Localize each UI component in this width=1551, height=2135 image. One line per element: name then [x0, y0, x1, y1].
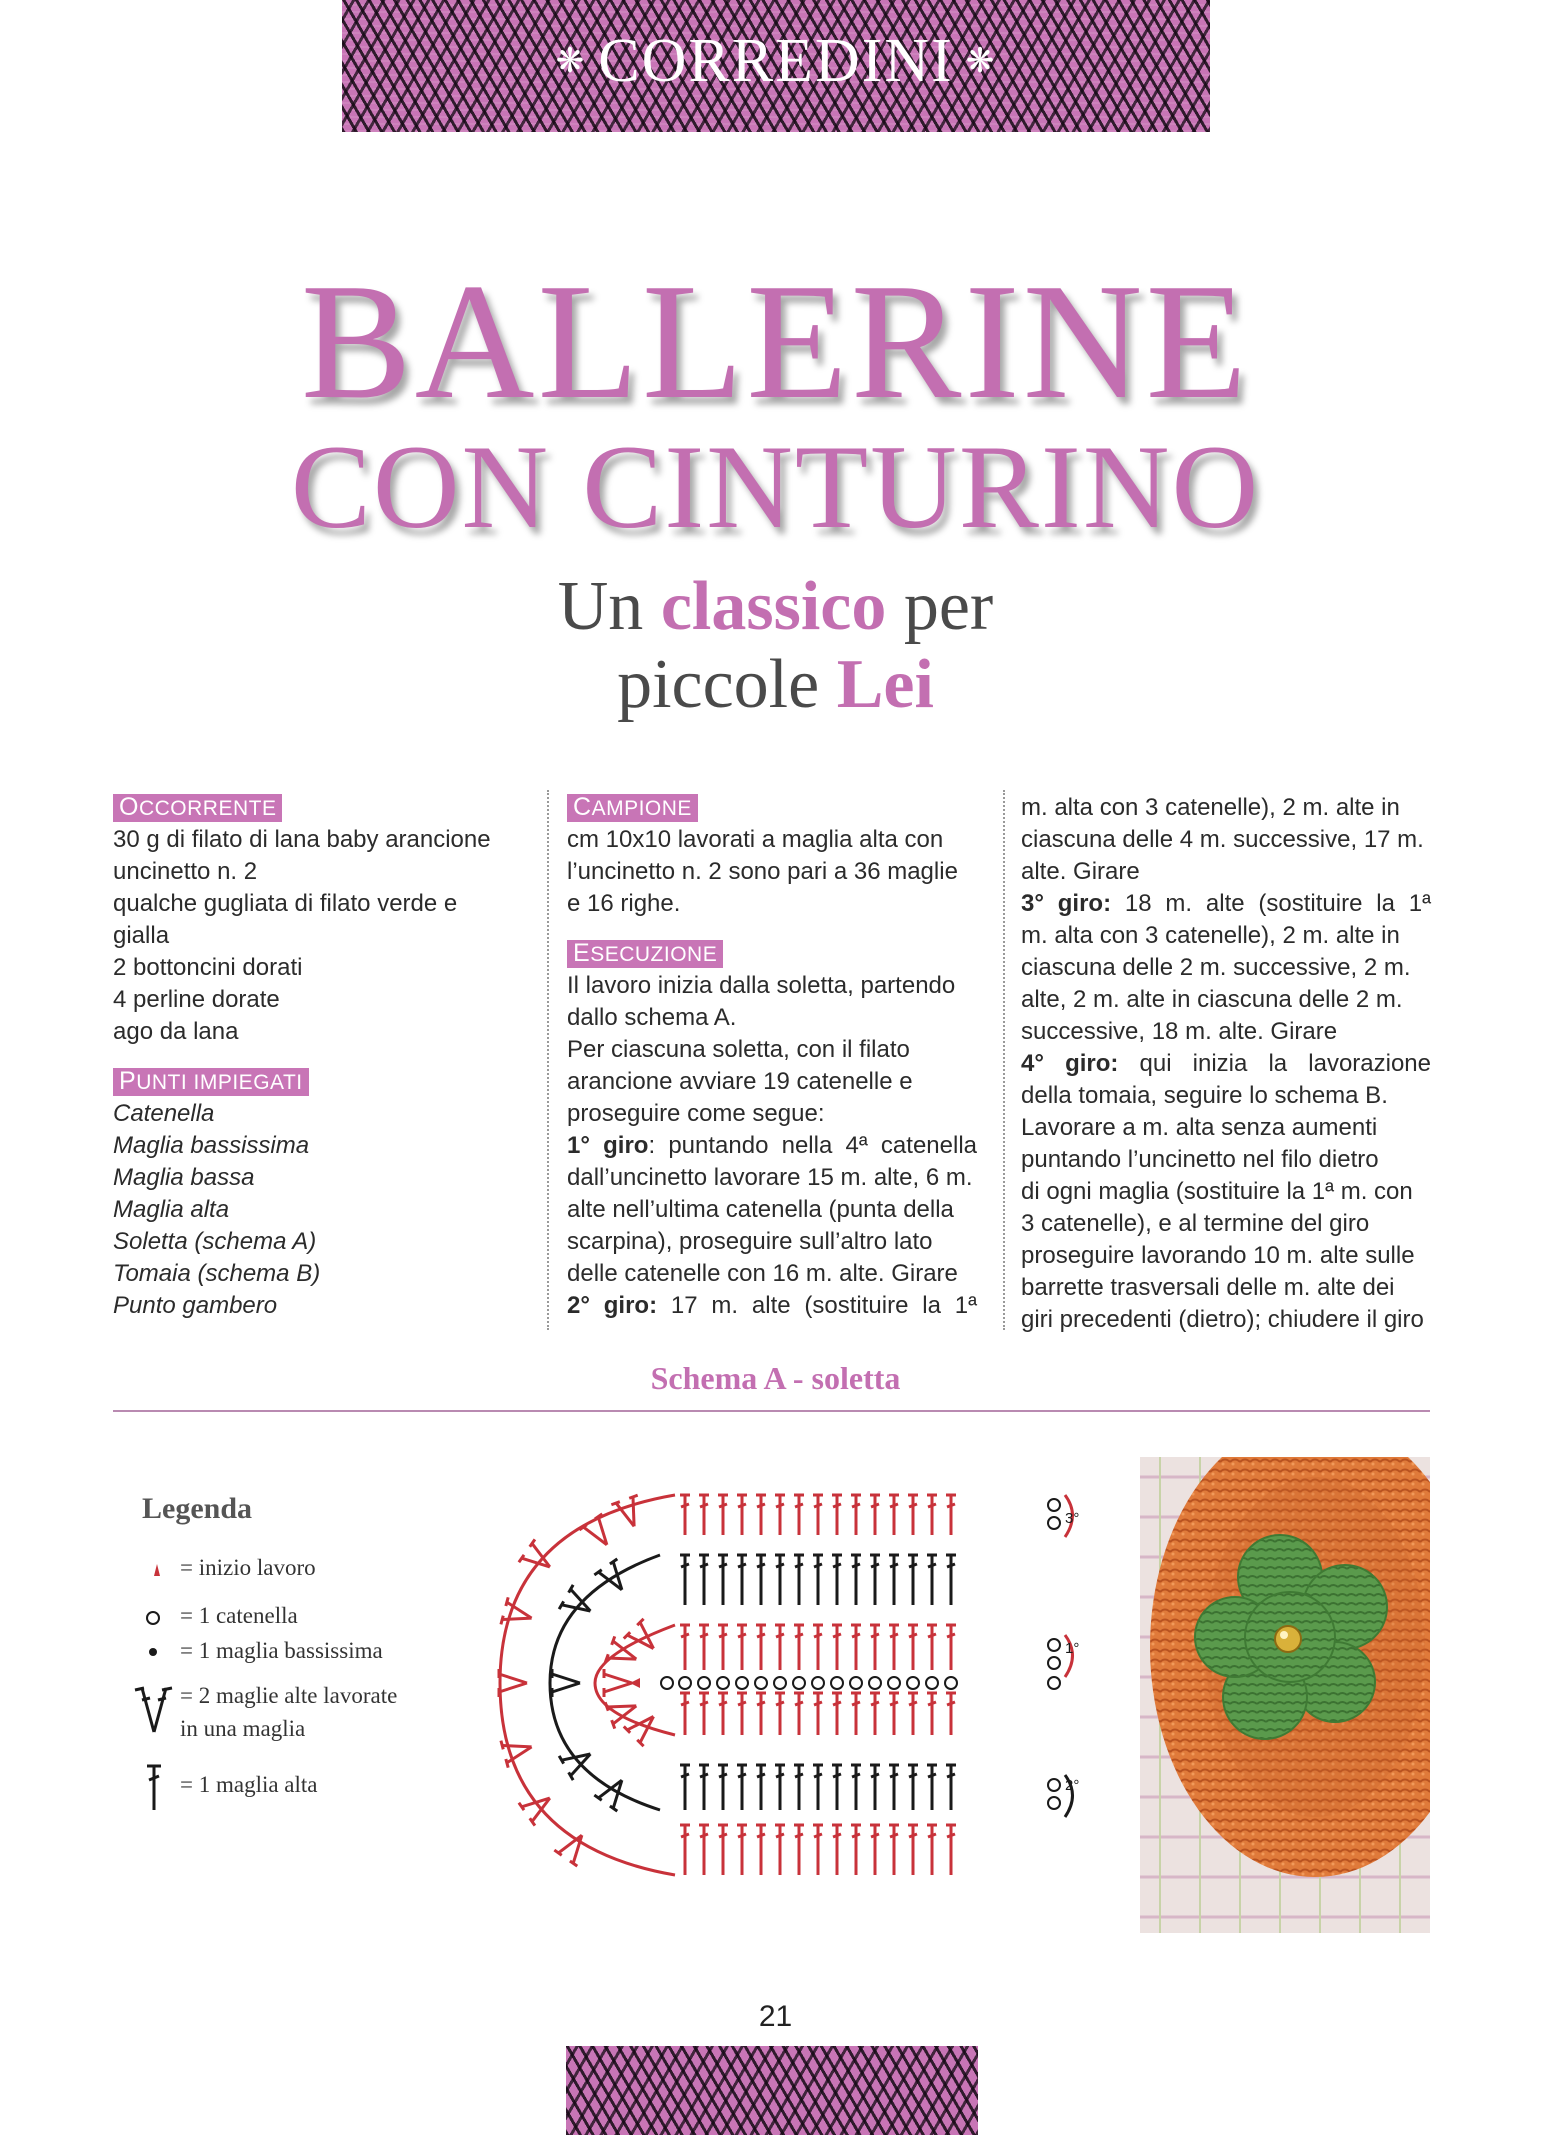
double-treble-stitch	[611, 1495, 647, 1531]
chain-stitch	[926, 1677, 938, 1689]
text-line: Maglia alta	[113, 1196, 230, 1223]
text-line: Lavorare a m. alta senza aumenti	[1021, 1114, 1378, 1141]
chain-icon	[147, 1612, 159, 1624]
treble-stitch	[680, 1625, 690, 1670]
legend-double-treble-2: in una maglia	[180, 1716, 306, 1741]
text-line: Maglia bassissima	[113, 1132, 310, 1159]
round-label-2: 2°	[1065, 1777, 1080, 1794]
treble-stitch	[908, 1693, 918, 1735]
chain-stitch	[698, 1677, 710, 1689]
text-line: alte. Girare	[1021, 858, 1140, 885]
text-line: delle catenelle con 16 m. alte. Girare	[567, 1260, 958, 1287]
treble-stitch	[851, 1625, 861, 1670]
treble-stitch	[927, 1765, 937, 1810]
treble-stitch	[832, 1495, 842, 1535]
chain-stitch	[1048, 1639, 1060, 1651]
round-text: 18 m. alte (sostituire la 1ª	[1111, 890, 1432, 917]
text-line: ciascuna delle 4 m. successive, 17 m.	[1021, 826, 1424, 853]
treble-stitch	[794, 1495, 804, 1535]
treble-stitch	[851, 1495, 861, 1535]
treble-stitch	[699, 1765, 709, 1810]
double-treble-stitch	[499, 1669, 527, 1697]
start-marker-icon	[154, 1564, 160, 1576]
text-line: giri precedenti (dietro); chiudere il giro	[1021, 1306, 1424, 1333]
treble-stitch	[889, 1625, 899, 1670]
chain-stitch	[755, 1677, 767, 1689]
text-line: m. alta con 3 catenelle), 2 m. alte in	[1021, 794, 1400, 821]
flower-icon: ❋	[555, 42, 587, 80]
treble-stitch	[908, 1825, 918, 1875]
subtitle-line1	[0, 568, 1551, 645]
column-instructions-cont	[1021, 792, 1431, 1336]
treble-stitch	[946, 1625, 956, 1670]
text-line: proseguire lavorando 10 m. alte sulle	[1021, 1242, 1415, 1269]
round-4-text	[1021, 1080, 1431, 1336]
text-line: Per ciascuna soletta, con il filato	[567, 1036, 910, 1063]
column-divider	[547, 790, 549, 1330]
text-line: 30 g di filato di lana baby arancione	[113, 826, 491, 853]
text-line: Maglia bassa	[113, 1164, 255, 1191]
text-line: Il lavoro inizia dalla soletta, partendo	[567, 972, 956, 999]
text-line: m. alta con 3 catenelle), 2 m. alte in	[1021, 922, 1400, 949]
treble-stitch	[927, 1625, 937, 1670]
stitches-list	[113, 1098, 523, 1322]
text-line: l’uncinetto n. 2 sono pari a 36 maglie	[567, 858, 958, 885]
legend-title: Legenda	[142, 1492, 253, 1525]
text-line: cm 10x10 lavorati a maglia alta con	[567, 826, 944, 853]
treble-stitch	[718, 1765, 728, 1810]
treble-stitch	[870, 1825, 880, 1875]
treble-stitch	[718, 1825, 728, 1875]
chain-stitch	[1048, 1657, 1060, 1669]
round-label-3: 3°	[1065, 1510, 1080, 1527]
round-3-line	[1021, 888, 1431, 920]
treble-stitch	[737, 1825, 747, 1875]
treble-stitch	[699, 1625, 709, 1670]
treble-stitch	[718, 1555, 728, 1605]
middle-arc	[550, 1555, 660, 1810]
chain-stitch	[1048, 1499, 1060, 1511]
treble-stitch	[756, 1555, 766, 1605]
subtitle-text: piccole	[617, 646, 837, 723]
text-line: ago da lana	[113, 1018, 239, 1045]
double-treble-stitch	[552, 1669, 580, 1697]
treble-stitch	[756, 1693, 766, 1735]
round-text: 17 m. alte (sostituire la 1ª	[657, 1292, 978, 1319]
treble-stitch	[794, 1625, 804, 1670]
footer-band	[566, 2046, 978, 2135]
text-line: Soletta (schema A)	[113, 1228, 317, 1255]
round-label: 2° giro:	[567, 1292, 658, 1319]
legend-chain: = 1 catenella	[180, 1603, 298, 1628]
round-2-line	[567, 1290, 977, 1322]
treble-stitch	[680, 1495, 690, 1535]
legend-treble: = 1 maglia alta	[180, 1772, 318, 1797]
chain-stitch	[869, 1677, 881, 1689]
treble-stitch	[927, 1693, 937, 1735]
slip-stitch-icon	[149, 1648, 157, 1656]
treble-stitch	[737, 1555, 747, 1605]
text-line: 4 perline dorate	[113, 986, 280, 1013]
text-line: ciascuna delle 2 m. successive, 2 m.	[1021, 954, 1411, 981]
chain-stitch	[661, 1677, 673, 1689]
treble-stitch	[870, 1495, 880, 1535]
round-label: 4° giro:	[1021, 1050, 1119, 1077]
subtitle-text: Un	[557, 568, 661, 645]
start-marker-icon	[630, 1678, 640, 1688]
treble-stitch	[699, 1693, 709, 1735]
treble-stitch	[756, 1825, 766, 1875]
text-line: dallo schema A.	[567, 1004, 737, 1031]
treble-stitch	[794, 1555, 804, 1605]
treble-stitch	[851, 1555, 861, 1605]
chain-stitch	[1048, 1797, 1060, 1809]
treble-stitch	[832, 1825, 842, 1875]
treble-stitch	[851, 1765, 861, 1810]
treble-stitch	[718, 1693, 728, 1735]
chain-stitch	[736, 1677, 748, 1689]
text-line: successive, 18 m. alte. Girare	[1021, 1018, 1338, 1045]
treble-stitch	[680, 1555, 690, 1605]
column-materials	[113, 792, 523, 1322]
treble-stitch	[832, 1555, 842, 1605]
page-title-line2: CON CINTURINO	[290, 420, 1261, 553]
section-header-punti: PUNTI IMPIEGATI	[113, 1068, 309, 1096]
treble-stitch	[775, 1555, 785, 1605]
chain-stitch	[717, 1677, 729, 1689]
gauge-text	[567, 824, 977, 920]
flower-icon: ❋	[965, 42, 997, 80]
treble-stitch	[946, 1825, 956, 1875]
round-label-1: 1°	[1065, 1640, 1080, 1657]
treble-stitch	[851, 1825, 861, 1875]
chain-stitch	[1048, 1517, 1060, 1529]
schema-title: Schema A - soletta	[650, 1360, 901, 1396]
round-4-line	[1021, 1048, 1431, 1080]
double-treble-stitch	[519, 1539, 558, 1578]
section-header-campione: CAMPIONE	[567, 794, 698, 822]
treble-stitch	[889, 1765, 899, 1810]
section-header-esecuzione: ESECUZIONE	[567, 940, 723, 968]
text-line: Punto gambero	[113, 1292, 278, 1319]
treble-stitch	[908, 1555, 918, 1605]
page-number: 21	[758, 2000, 793, 2033]
treble-stitch	[794, 1825, 804, 1875]
chain-stitch	[1048, 1677, 1060, 1689]
round-1-line	[567, 1130, 977, 1162]
treble-stitch	[775, 1825, 785, 1875]
slipper-photo-illustration	[1140, 1457, 1430, 1933]
treble-stitch	[756, 1495, 766, 1535]
double-treble-icon	[135, 1688, 172, 1732]
section-label	[342, 26, 1210, 97]
treble-stitch	[699, 1825, 709, 1875]
treble-stitch	[946, 1555, 956, 1605]
outer-arc	[500, 1495, 675, 1875]
legend-start: = inizio lavoro	[180, 1555, 316, 1580]
treble-stitch	[927, 1555, 937, 1605]
round-text: : puntando nella 4ª catenella	[648, 1132, 977, 1159]
round-text: qui inizia la lavorazione	[1118, 1050, 1432, 1077]
treble-stitch	[813, 1825, 823, 1875]
treble-stitch	[794, 1765, 804, 1810]
chain-stitch	[831, 1677, 843, 1689]
legend-slip-stitch: = 1 maglia bassissima	[180, 1638, 383, 1663]
treble-stitch	[908, 1765, 918, 1810]
legend-double-treble: = 2 maglie alte lavorate	[180, 1683, 398, 1708]
treble-stitch	[680, 1765, 690, 1810]
text-line: di ogni maglia (sostituire la 1ª m. con	[1021, 1178, 1413, 1205]
treble-stitch	[813, 1765, 823, 1810]
text-line: alte, 2 m. alte in ciascuna delle 2 m.	[1021, 986, 1403, 1013]
header-band	[342, 0, 1210, 132]
treble-stitch	[737, 1625, 747, 1670]
treble-stitch	[718, 1625, 728, 1670]
text-line: della tomaia, seguire lo schema B.	[1021, 1082, 1388, 1109]
chain-stitch	[945, 1677, 957, 1689]
execution-text	[567, 970, 977, 1130]
round-label: 3° giro:	[1021, 890, 1112, 917]
treble-stitch	[946, 1495, 956, 1535]
text-line: 2 bottoncini dorati	[113, 954, 303, 981]
treble-stitch	[737, 1693, 747, 1735]
text-line: puntando l’uncinetto nel filo dietro	[1021, 1146, 1379, 1173]
treble-stitch	[870, 1765, 880, 1810]
chain-stitch	[850, 1677, 862, 1689]
treble-stitch	[946, 1693, 956, 1735]
treble-stitch	[946, 1765, 956, 1810]
treble-stitch	[832, 1765, 842, 1810]
chain-stitch	[793, 1677, 805, 1689]
round-2-cont-text	[1021, 792, 1431, 888]
text-line: e 16 righe.	[567, 890, 681, 917]
text-line: proseguire come segue:	[567, 1100, 825, 1127]
section-header-occorrente: OCCORRENTE	[113, 794, 282, 822]
section-label-text: CORREDINI	[598, 27, 954, 95]
treble-stitch	[927, 1825, 937, 1875]
subtitle-highlight: Lei	[836, 646, 934, 723]
chain-stitch	[907, 1677, 919, 1689]
column-instructions	[567, 792, 977, 1322]
treble-stitch	[889, 1555, 899, 1605]
text-line: dall’uncinetto lavorare 15 m. alte, 6 m.	[567, 1164, 973, 1191]
round-3-text	[1021, 920, 1431, 1048]
text-line: alte nell’ultima catenella (punta della	[567, 1196, 954, 1223]
treble-stitch	[813, 1555, 823, 1605]
treble-stitch	[832, 1625, 842, 1670]
treble-stitch	[756, 1625, 766, 1670]
treble-stitch	[699, 1495, 709, 1535]
treble-icon	[147, 1766, 161, 1810]
text-line: uncinetto n. 2	[113, 858, 258, 885]
chain-stitch	[1048, 1779, 1060, 1791]
treble-stitch	[775, 1625, 785, 1670]
text-line: Tomaia (schema B)	[113, 1260, 321, 1287]
schema-divider	[113, 1410, 1430, 1412]
treble-stitch	[813, 1625, 823, 1670]
treble-stitch	[775, 1495, 785, 1535]
text-line: Catenella	[113, 1100, 215, 1127]
chain-stitch	[774, 1677, 786, 1689]
column-divider	[1003, 790, 1005, 1330]
treble-stitch	[775, 1693, 785, 1735]
treble-stitch	[813, 1495, 823, 1535]
treble-stitch	[794, 1693, 804, 1735]
treble-stitch	[908, 1625, 918, 1670]
treble-stitch	[832, 1693, 842, 1735]
text-line: gialla	[113, 922, 170, 949]
text-line: arancione avviare 19 catenelle e	[567, 1068, 913, 1095]
treble-stitch	[927, 1495, 937, 1535]
treble-stitch	[737, 1765, 747, 1810]
treble-stitch	[680, 1693, 690, 1735]
subtitle-line2	[0, 646, 1551, 723]
text-line: scarpina), proseguire sull’altro lato	[567, 1228, 933, 1255]
chain-stitch	[812, 1677, 824, 1689]
treble-stitch	[775, 1765, 785, 1810]
text-line: qualche gugliata di filato verde e	[113, 890, 458, 917]
treble-stitch	[680, 1825, 690, 1875]
treble-stitch	[870, 1625, 880, 1670]
treble-stitch	[718, 1495, 728, 1535]
crochet-diagram	[480, 1465, 1120, 1895]
chain-stitch	[679, 1677, 691, 1689]
double-treble-stitch	[604, 1669, 632, 1697]
double-treble-stitch	[579, 1514, 618, 1553]
treble-stitch	[737, 1495, 747, 1535]
page-title: BALLERINE	[300, 249, 1251, 433]
treble-stitch	[889, 1825, 899, 1875]
subtitle-text: per	[886, 568, 994, 645]
product-photo	[1140, 1457, 1430, 1933]
chain-stitch	[888, 1677, 900, 1689]
round-1-text	[567, 1162, 977, 1290]
treble-stitch	[870, 1555, 880, 1605]
treble-stitch	[889, 1495, 899, 1535]
text-line: 3 catenelle), e al termine del giro	[1021, 1210, 1370, 1237]
materials-list	[113, 824, 523, 1048]
text-line: barrette trasversali delle m. alte dei	[1021, 1274, 1395, 1301]
subtitle-highlight: classico	[660, 568, 887, 645]
treble-stitch	[756, 1765, 766, 1810]
round-label: 1° giro	[567, 1132, 649, 1159]
treble-stitch	[699, 1555, 709, 1605]
treble-stitch	[870, 1693, 880, 1735]
treble-stitch	[908, 1495, 918, 1535]
treble-stitch	[889, 1693, 899, 1735]
treble-stitch	[851, 1693, 861, 1735]
treble-stitch	[813, 1693, 823, 1735]
